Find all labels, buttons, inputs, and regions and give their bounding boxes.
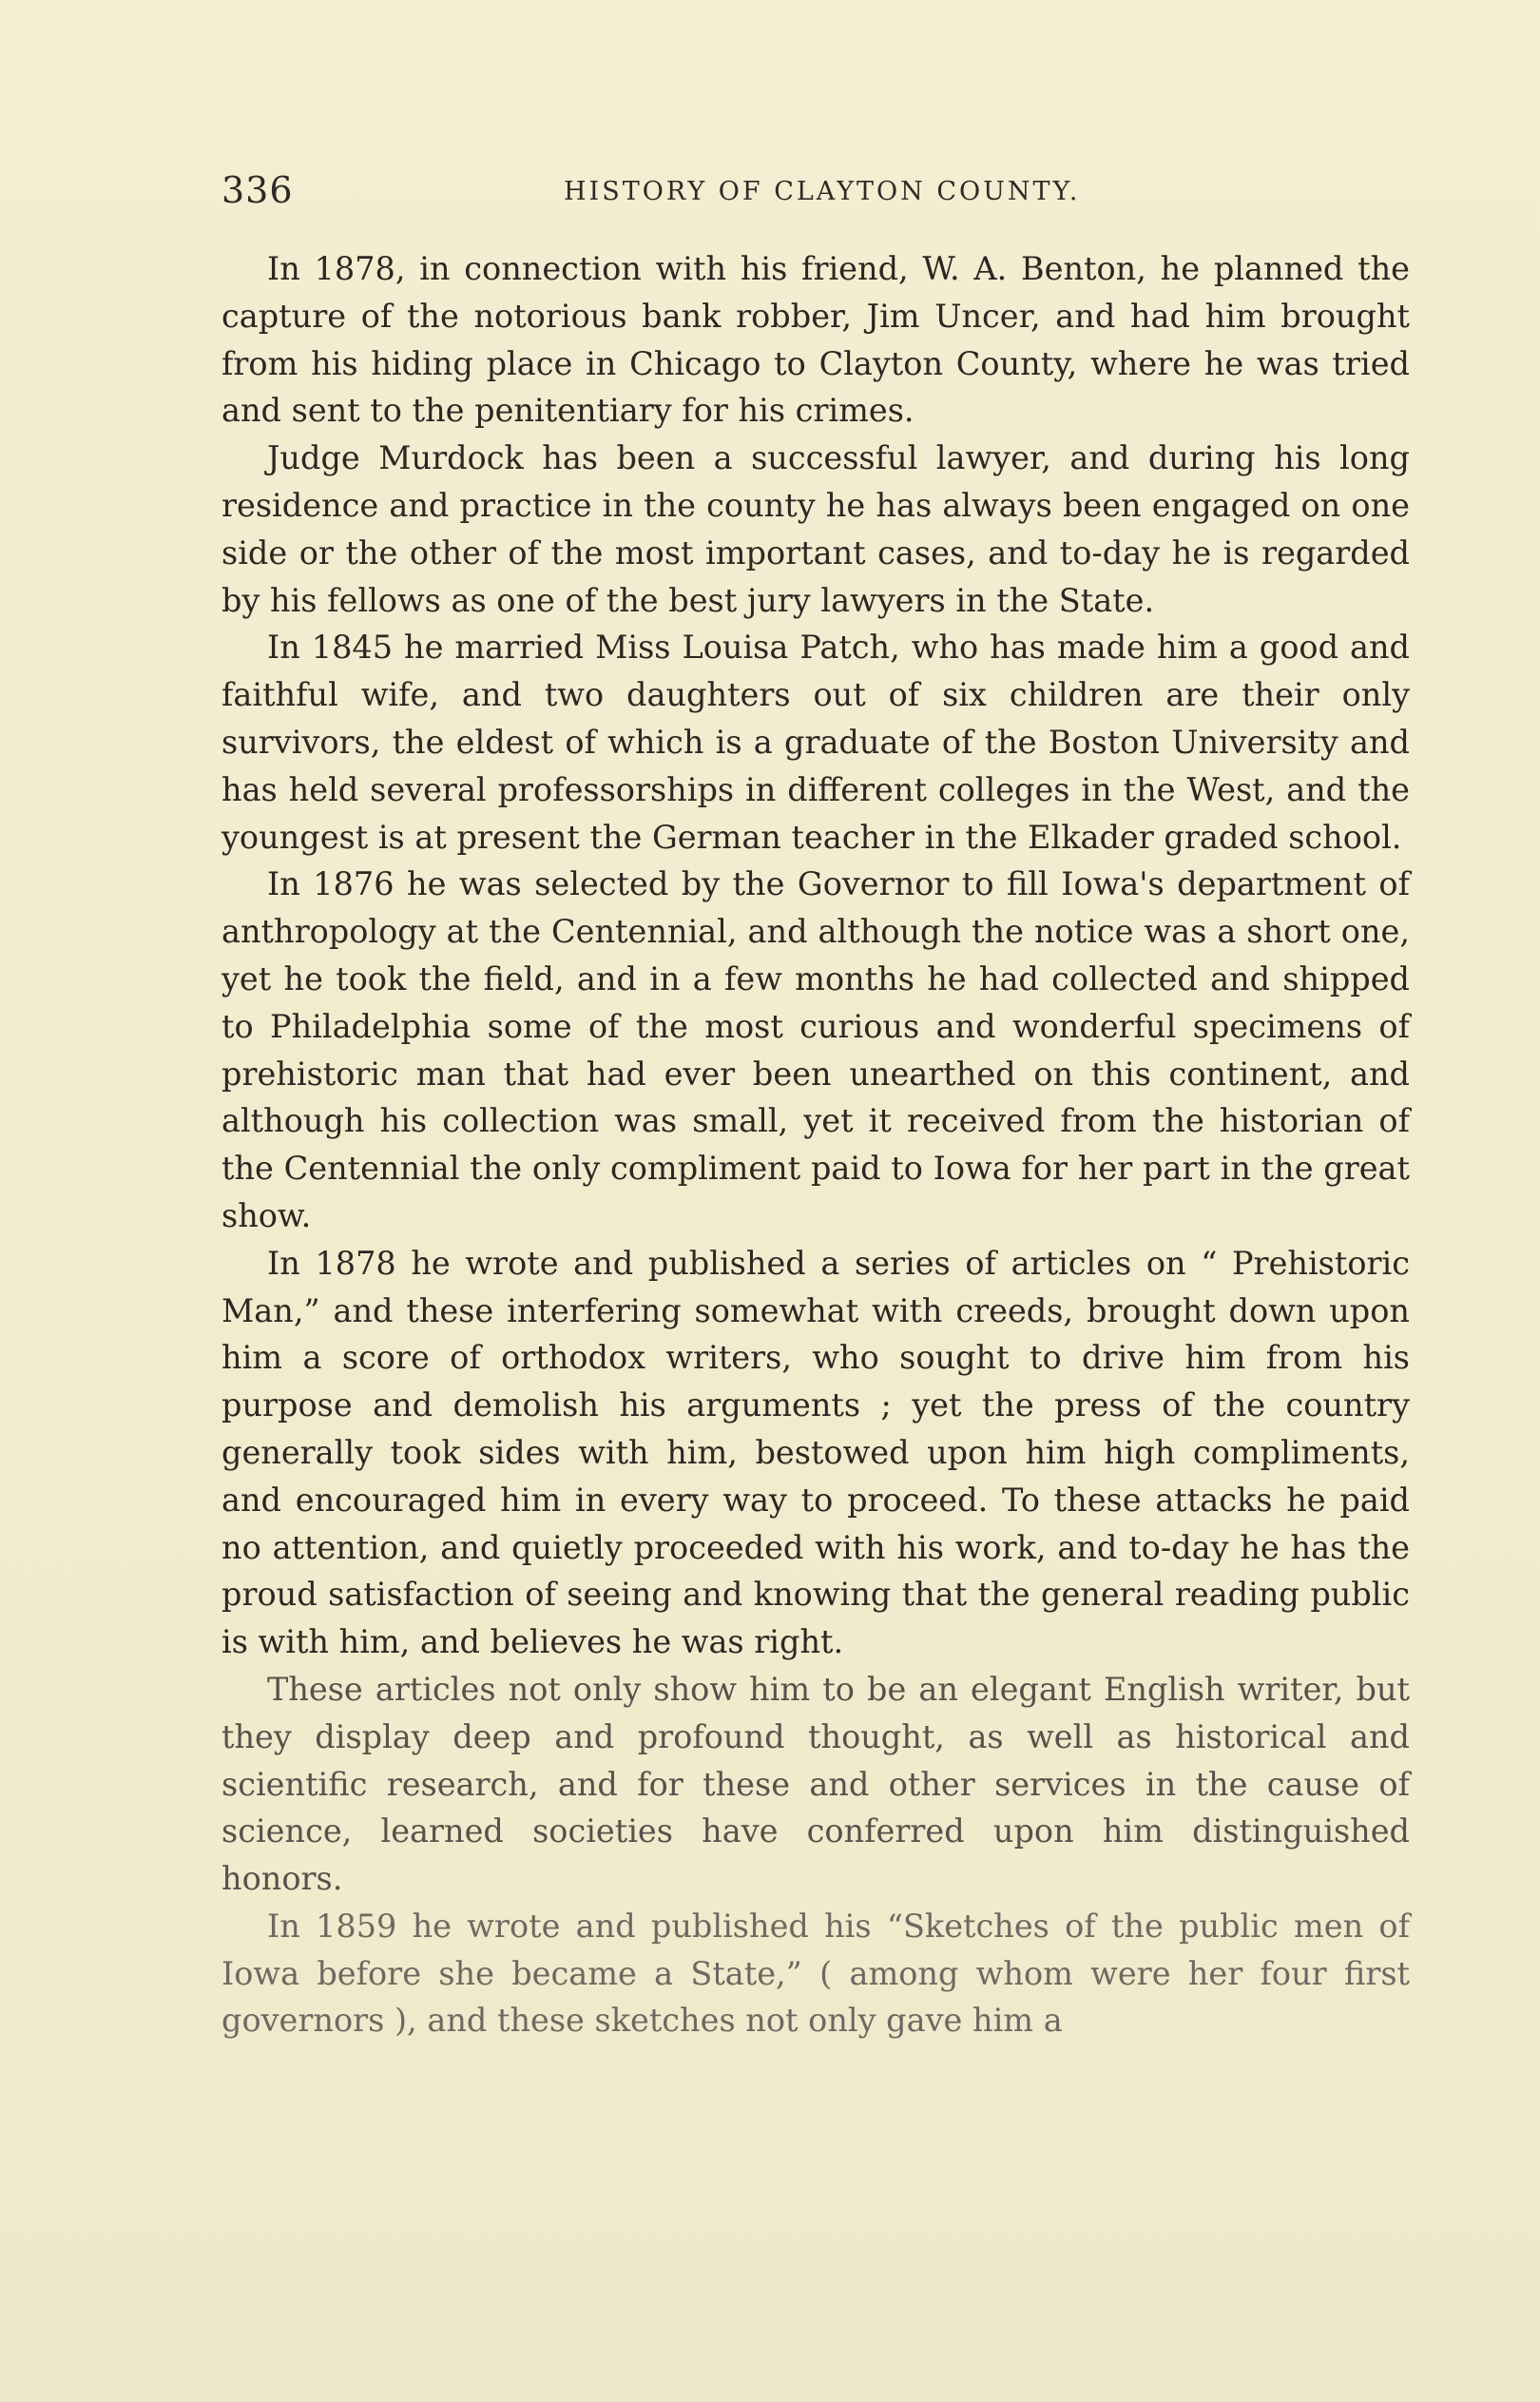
paragraph-prehistoric-man: In 1878 he wrote and published a series of articles on “ Prehistoric Man,” and these interfering somewhat with creeds, brought down upon him a score of orthodox writers, who sought to drive him from his purpose and demolish his arguments ; yet the press of the country generally took sides with him, bestowed upon him high compliments, and encouraged him in every way to proceed. To these attacks he paid no attention, and quietly proceeded with his work, and to-day he has the proud satisfaction of seeing and knowing that the general reading public is with him, and believes he was right. [221,1244,1410,1661]
paragraph-articles-honors: These articles not only show him to be an elegant English writer, but they display deep and profound thought, as well as historical and scientific research, and for these and other services in the cause of science, learned societies have conferred upon him distinguished honors. [221,1670,1410,1898]
page-header [221,169,1410,226]
running-head: HISTORY OF CLAYTON COUNTY. [564,177,1081,206]
page-number: 336 [221,169,294,211]
body-text [221,245,1410,2044]
paragraph-centennial: In 1876 he was selected by the Governor to fill Iowa's department of anthropology at the Centennial, and although the notice was a short one, yet he took the field, and in a few months he had collected and shipped to Philadelphia some of the most curious and wonderful specimens of prehistoric man that had ever been unearthed on this continent, and although his collection was small, yet it received from the historian of the Centennial the only compliment paid to Iowa for her part in the great show. [221,865,1410,1234]
paragraph-sketches: In 1859 he wrote and published his “Sketches of the public men of Iowa before she became a State,” ( among whom were her four first governors ), and these sketches not only gave him a [221,1907,1410,2040]
paragraph-marriage: In 1845 he married Miss Louisa Patch, who has made him a good and faithful wife, and two daughters out of six children are their only survivors, the eldest of which is a graduate of the Boston University and has held several professorships in different colleges in the West, and the youngest is at present the German teacher in the Elkader graded school. [221,629,1410,856]
paragraph-successful-lawyer: Judge Murdock has been a successful lawyer, and during his long residence and practice in the county he has always been engaged on one side or the other of the most important cases, and to-day he is regarded by his fellows as one of the best jury lawyers in the State. [221,439,1410,619]
paragraph-benton-capture: In 1878, in connection with his friend, W. A. Benton, he planned the capture of the notorious bank robber, Jim Uncer, and had him brought from his hiding place in Chicago to Clayton County, where he was tried and sent to the penitentiary for his crimes. [221,250,1410,430]
